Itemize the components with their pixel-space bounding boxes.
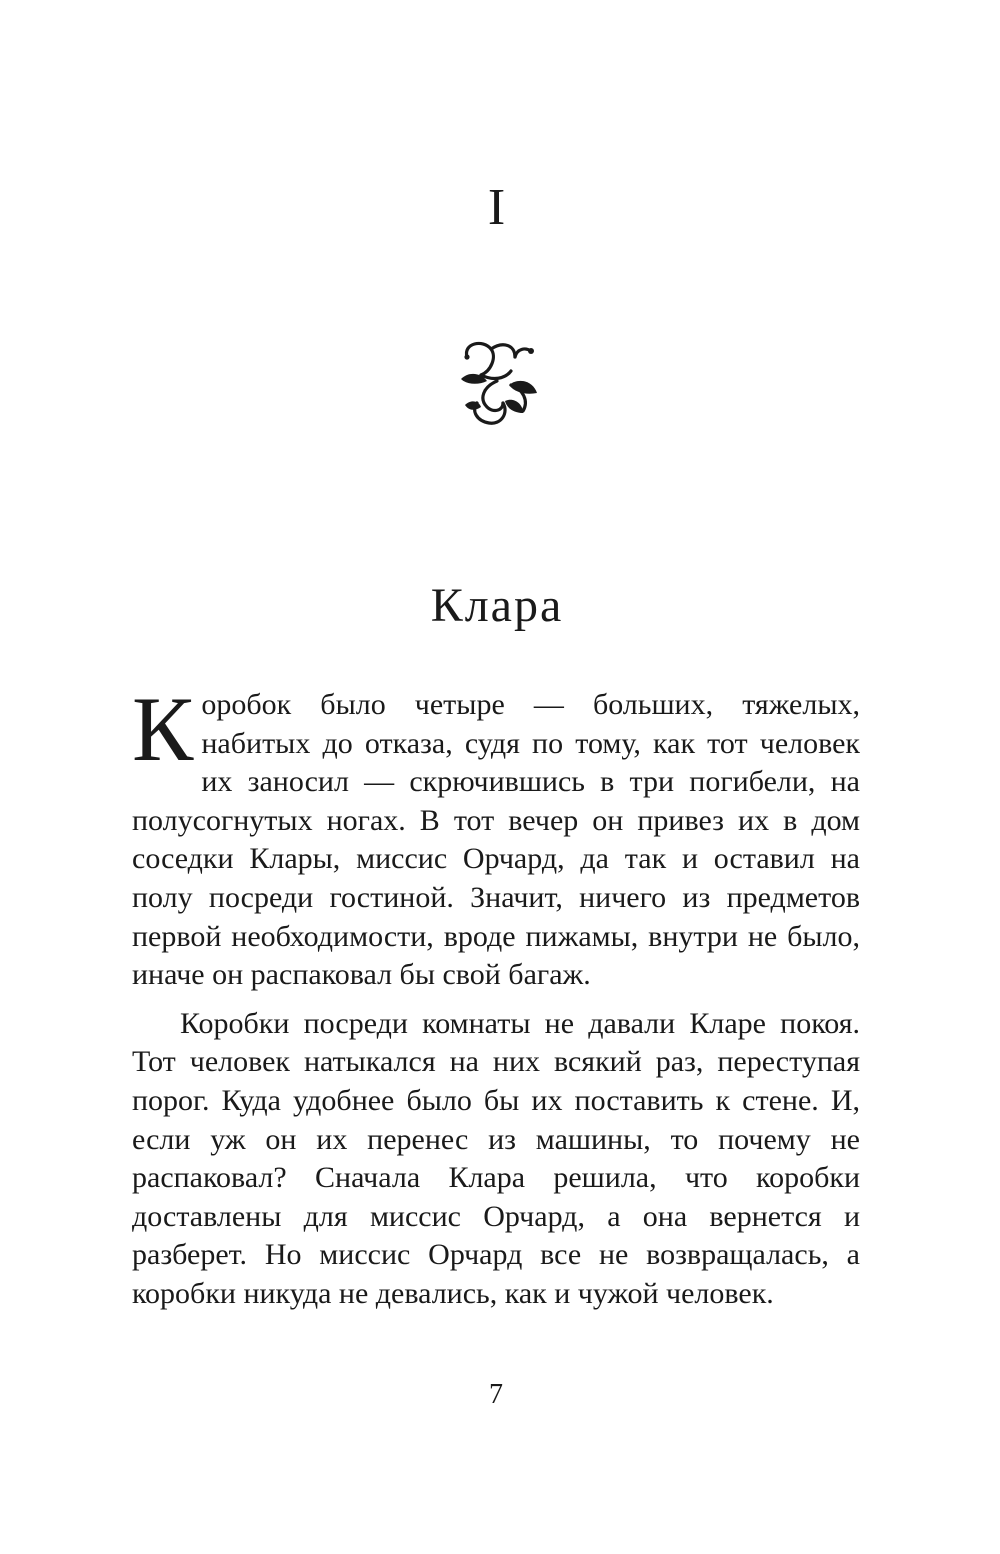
body-text	[132, 678, 860, 1314]
drop-cap: К	[132, 678, 194, 780]
paragraph-1	[132, 678, 860, 995]
paragraph-1-text: оробок было четыре — больших, тяжелых, набитых до отказа, судя по тому, как тот человек их заносил — скрючившись в три погибели, на полусогнутых ногах. В тот вечер он привез их в дом соседки Клары, миссис Орчард, да так и оставил на полу посреди гостиной. Значит, ничего из предметов первой необходимости, вроде пижамы, внутри не было, иначе он распаковал бы свой багаж.	[132, 688, 860, 992]
floral-fleuron-icon	[453, 335, 543, 427]
paragraph-2: Коробки посреди комнаты не давали Кларе покоя. Тот человек натыкался на них всякий раз, переступая порог. Куда удобнее было бы их поставить к стене. И, если уж он их перенес из машины, то почему не распаковал? Сначала Клара решила, что коробки доставлены для миссис Орчард, а она вернется и разберет. Но миссис Орчард все не возвращалась, а коробки никуда не девались, как и чужой человек.	[132, 1006, 860, 1310]
page-number: 7	[489, 1379, 503, 1410]
part-numeral: I	[487, 179, 507, 236]
chapter-title: Клара	[430, 579, 564, 632]
